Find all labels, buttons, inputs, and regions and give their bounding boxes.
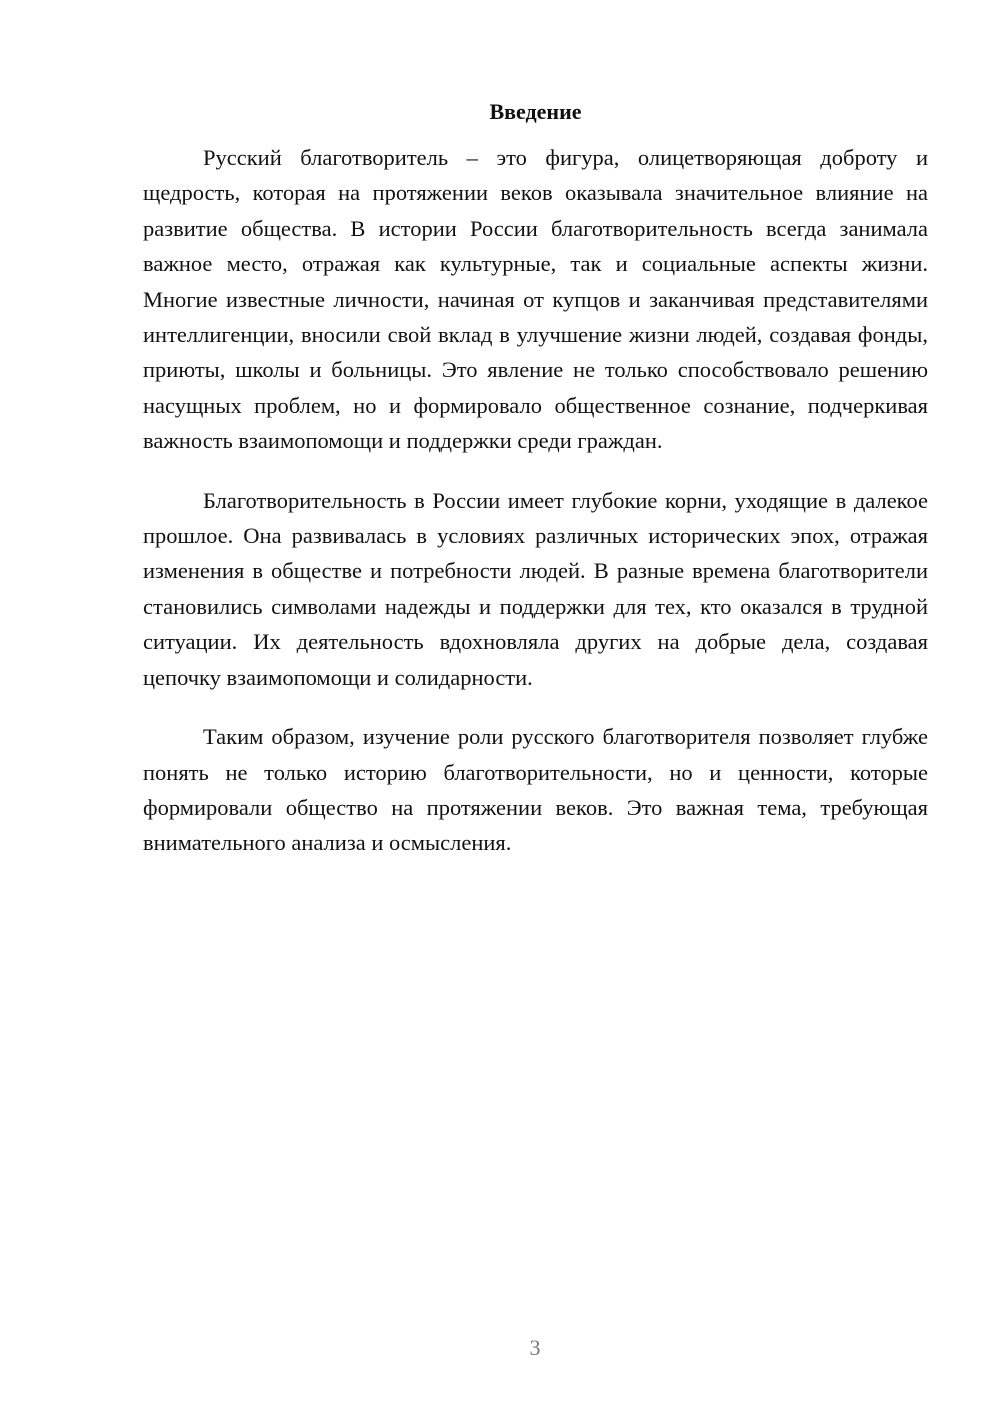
- document-body: [143, 140, 928, 885]
- paragraph-3: Таким образом, изучение роли русского благотворителя позволяет глубже понять не только историю благотворительности, но и ценности, которые формировали общество на протяжении веков. Это важная тема, требующая внимательного анализа и осмысления.: [143, 724, 928, 856]
- page-number: 3: [529, 1335, 541, 1360]
- section-heading: Введение: [489, 99, 582, 124]
- paragraph-1: Русский благотворитель – это фигура, олицетворяющая доброту и щедрость, которая на протяжении веков оказывала значительное влияние на развитие общества. В истории России благотворительность всегда занимала важное место, отражая как культурные, так и социальные аспекты жизни. Многие известные личности, начиная от купцов и заканчивая представителями интеллигенции, вносили свой вклад в улучшение жизни людей, создавая фонды, приюты, школы и больницы. Это явление не только способствовало решению насущных проблем, но и формировало общественное сознание, подчеркивая важность взаимопомощи и поддержки среди граждан.: [143, 145, 928, 454]
- paragraph-2: Благотворительность в России имеет глубокие корни, уходящие в далекое прошлое. Она развивалась в условиях различных исторических эпох, отражая изменения в обществе и потребности людей. В разные времена благотворители становились символами надежды и поддержки для тех, кто оказался в трудной ситуации. Их деятельность вдохновляла других на добрые дела, создавая цепочку взаимопомощи и солидарности.: [143, 487, 928, 690]
